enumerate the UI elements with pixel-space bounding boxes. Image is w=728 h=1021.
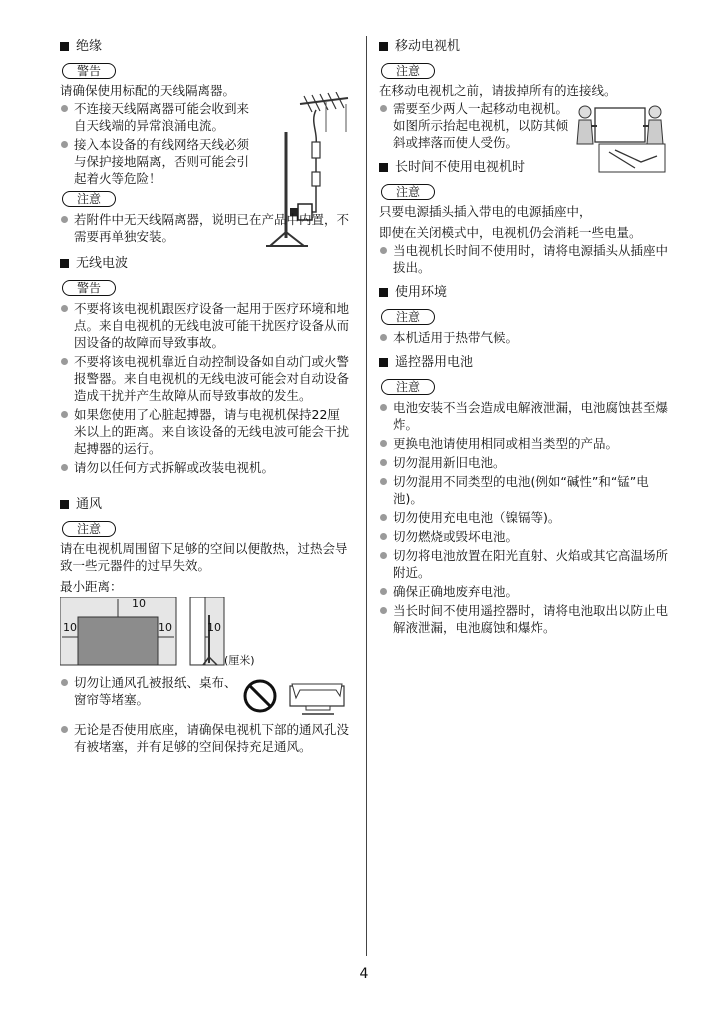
battery-section [379,354,671,636]
list-item: 不要将该电视机靠近自动控制设备如自动门或火警报警器。来自电视机的无线电波可能会对自动设备造成干扰并产生故障从而导致事故的发生。 [60,353,350,404]
list-item: 需要至少两人一起移动电视机。如图所示抬起电视机，以防其倾斜或摔落而使人受伤。 [379,100,569,151]
list-item: 切勿将电池放置在阳光直射、火焰或其它高温场所附近。 [379,547,671,581]
moving-section [379,38,671,151]
list-item: 不连接天线隔离器可能会收到来自天线端的异常浪涌电流。 [60,100,250,134]
moving-heading: 移动电视机 [379,38,671,55]
caution-badge: 注意 [62,521,116,537]
unused-bullets [379,242,671,276]
list-item: 本机适用于热带气候。 [379,329,671,346]
radio-section [60,255,350,476]
list-item: 不要将该电视机跟医疗设备一起用于医疗环境和地点。来自电视机的无线电波可能干扰医疗设备从而因设备的故障而导致事故。 [60,300,350,351]
left-column [60,38,350,757]
environment-heading: 使用环境 [379,284,671,301]
list-item: 更换电池请使用相同或相当类型的产品。 [379,435,671,452]
ventilation-bullets-2 [60,721,350,755]
unit-label: (厘米) [224,654,255,667]
clearance-left-value: 10 [63,621,77,634]
battery-heading: 遥控器用电池 [379,354,671,371]
warning-badge: 警告 [62,280,116,296]
page-number: 4 [359,966,369,982]
ventilation-section [60,496,350,755]
list-item: 请勿以任何方式拆解或改装电视机。 [60,459,350,476]
radio-heading: 无线电波 [60,255,350,272]
list-item: 接入本设备的有线网络天线必须与保护接地隔离，否则可能会引起着火等危险！ [60,136,250,187]
battery-bullets [379,399,671,636]
list-item: 当长时间不使用遥控器时，请将电池取出以防止电解液泄漏，电池腐蚀和爆炸。 [379,602,671,636]
min-distance-label: 最小距离： [60,579,123,594]
list-item: 当电视机长时间不使用时，请将电源插头从插座中拔出。 [379,242,671,276]
list-item: 切勿使用充电电池（镍镉等)。 [379,509,671,526]
moving-intro: 在移动电视机之前，请拔掉所有的连接线。 [379,83,617,98]
caution-badge: 注意 [381,309,435,325]
unused-heading: 长时间不使用电视机时 [379,159,671,176]
list-item: 电池安装不当会造成电解液泄漏，电池腐蚀甚至爆炸。 [379,399,671,433]
caution-badge: 注意 [381,63,435,79]
moving-bullets [379,100,569,151]
ventilation-heading: 通风 [60,496,350,513]
no-blocking-icon [242,676,346,716]
list-item: 如果您使用了心脏起搏器，请与电视机保持22厘米以上的距离。来自该设备的无线电波可能会干扰起搏器的运行。 [60,406,350,457]
unused-intro-1: 只要电源插头插入带电的电源插座中， [379,204,592,219]
clearance-top-value: 10 [132,597,146,610]
list-item: 切勿燃烧或毁坏电池。 [379,528,671,545]
warning-badge: 警告 [62,63,116,79]
clearance-back-value: 10 [207,621,221,634]
unused-intro-2: 即使在关闭模式中，电视机仍会消耗一些电量。 [379,225,642,240]
caution-badge: 注意 [381,184,435,200]
ventilation-intro: 请在电视机周围留下足够的空间以便散热，过热会导致一些元器件的过早失效。 [60,541,348,573]
list-item: 确保正确地废弃电池。 [379,583,671,600]
environment-section [379,284,671,346]
environment-bullets [379,329,671,346]
insulation-bullets [60,100,250,187]
clearance-right-value: 10 [158,621,172,634]
caution-badge: 注意 [381,379,435,395]
insulation-caution-bullets [60,211,350,245]
insulation-section [60,38,350,245]
radio-bullets [60,300,350,476]
insulation-intro: 请确保使用标配的天线隔离器。 [60,83,236,98]
insulation-heading: 绝缘 [60,38,350,55]
right-column [379,38,671,638]
list-item: 无论是否使用底座，请确保电视机下部的通风孔没有被堵塞，并有足够的空间保持充足通风。 [60,721,350,755]
ventilation-bullets-1 [60,674,240,708]
caution-badge: 注意 [62,191,116,207]
list-item: 切勿混用不同类型的电池(例如“碱性”和“锰”电池)。 [379,473,671,507]
list-item: 切勿混用新旧电池。 [379,454,671,471]
unused-section [379,159,671,276]
column-divider [366,36,367,956]
list-item: 若附件中无天线隔离器，说明已在产品中内置，不需要再单独安装。 [60,211,350,245]
list-item: 切勿让通风孔被报纸、桌布、窗帘等堵塞。 [60,674,240,708]
clearance-diagram [60,597,350,673]
